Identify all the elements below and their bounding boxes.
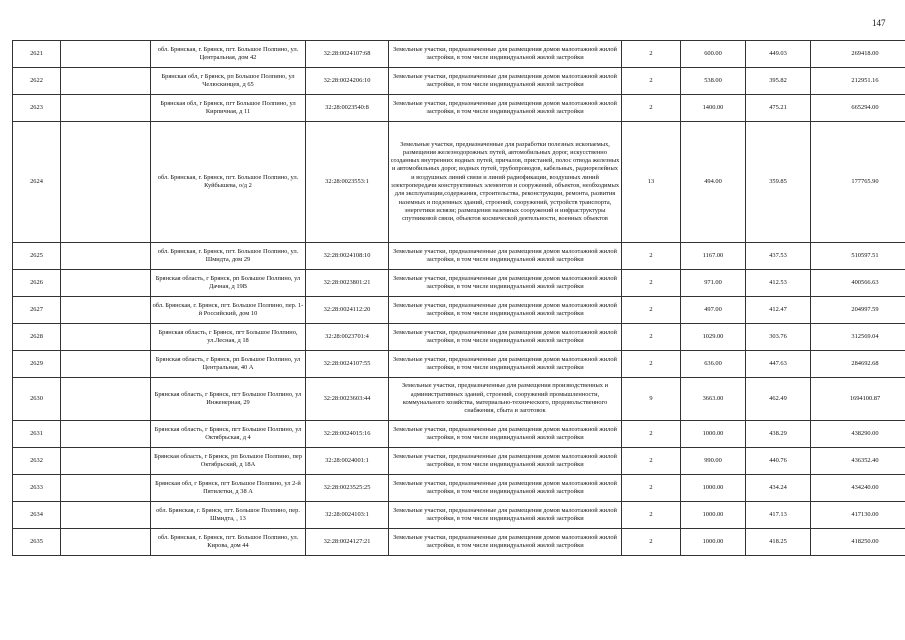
address-cell: Брянская обл, г Брянск, пгт Большое Полпино, ул Кирпичная, д 11 [151, 95, 306, 122]
cadastral-number-cell: 32:28:0024103:1 [306, 502, 389, 529]
address-cell: Брянская область, г Брянск, пгт Большое Полпино, ул.Лесная, д 18 [151, 324, 306, 351]
specific-value-cell: 412.53 [746, 270, 811, 297]
specific-value-cell: 447.63 [746, 351, 811, 378]
address-cell: обл. Брянская, г. Брянск, пгт. Большое Полпино, ул. Шмидта, дом 29 [151, 243, 306, 270]
land-class-cell: 2 [622, 421, 681, 448]
table-row [13, 378, 905, 421]
table-row [13, 297, 905, 324]
table-row [13, 421, 905, 448]
empty-cell [61, 243, 151, 270]
address-cell: Брянская область, г Брянск, рп Большое Полпино, ул Дачная, д 19В [151, 270, 306, 297]
row-number-cell: 2626 [13, 270, 61, 297]
address-cell: Брянская обл, г Брянск, рп Большое Полпино, ул Челюскинцев, д 65 [151, 68, 306, 95]
row-number-cell: 2634 [13, 502, 61, 529]
land-class-cell: 2 [622, 351, 681, 378]
cadastral-value-cell: 204997.59 [811, 297, 905, 324]
area-cell: 538.00 [681, 68, 746, 95]
cadastral-number-cell: 32:28:0023603:44 [306, 378, 389, 421]
specific-value-cell: 462.49 [746, 378, 811, 421]
land-class-cell: 2 [622, 270, 681, 297]
land-class-cell: 2 [622, 529, 681, 556]
table-row [13, 41, 905, 68]
cadastral-number-cell: 32:28:0024015:16 [306, 421, 389, 448]
address-cell: обл. Брянская, г. Брянск, пгт. Большое Полпино, пер. Шмидта, , 13 [151, 502, 306, 529]
cadastral-value-cell: 434240.00 [811, 475, 905, 502]
empty-cell [61, 448, 151, 475]
land-use-cell: Земельные участки, предназначенные для размещения домов малоэтажной жилой застройки, в том числе индивидуальной жилой застройки [389, 351, 622, 378]
cadastral-number-cell: 32:28:0024112:20 [306, 297, 389, 324]
land-use-cell: Земельные участки, предназначенные для размещения домов малоэтажной жилой застройки, в том числе индивидуальной жилой застройки [389, 297, 622, 324]
empty-cell [61, 122, 151, 243]
cadastral-number-cell: 32:28:0024107:55 [306, 351, 389, 378]
address-cell: обл. Брянская, г. Брянск, пгт. Большое Полпино, ул. Куйбышева, о/д 2 [151, 122, 306, 243]
land-class-cell: 2 [622, 324, 681, 351]
land-class-cell: 2 [622, 502, 681, 529]
table-row [13, 68, 905, 95]
empty-cell [61, 68, 151, 95]
table-row [13, 351, 905, 378]
specific-value-cell: 475.21 [746, 95, 811, 122]
cadastral-value-cell: 284692.68 [811, 351, 905, 378]
row-number-cell: 2631 [13, 421, 61, 448]
row-number-cell: 2628 [13, 324, 61, 351]
address-cell: Брянская область, г Брянск, пгт Большое Полпино, ул Инженерная, 29 [151, 378, 306, 421]
land-class-cell: 2 [622, 243, 681, 270]
cadastral-value-cell: 438290.00 [811, 421, 905, 448]
table-row [13, 529, 905, 556]
row-number-cell: 2632 [13, 448, 61, 475]
area-cell: 3663.00 [681, 378, 746, 421]
area-cell: 1029.00 [681, 324, 746, 351]
cadastral-value-cell: 400566.63 [811, 270, 905, 297]
land-class-cell: 9 [622, 378, 681, 421]
cadastral-number-cell: 32:28:0024107:68 [306, 41, 389, 68]
table-body [13, 41, 905, 556]
empty-cell [61, 502, 151, 529]
area-cell: 1167.00 [681, 243, 746, 270]
land-use-cell: Земельные участки, предназначенные для размещения домов малоэтажной жилой застройки, в том числе индивидуальной жилой застройки [389, 324, 622, 351]
table-row [13, 122, 905, 243]
row-number-cell: 2623 [13, 95, 61, 122]
row-number-cell: 2621 [13, 41, 61, 68]
area-cell: 990.00 [681, 448, 746, 475]
empty-cell [61, 529, 151, 556]
land-use-cell: Земельные участки, предназначенные для разработки полезных ископаемых, размещения железнодорожных путей, автомобильных дорог, искусственно созданных внутренних водных путей, причалов, пристаней, полос отвода железных и автомобильных дорог, водных путей, трубопроводов, кабельных, радиорелейных и воздушных линий связи и линий радиофикации, воздушных линий электропередачи конструктивных элементов и сооружений, объектов, необходимых для эксплуатации,содержания, строительства, реконструкции, ремонта, развития наземных и подземных зданий, строений, сооружений, устройств транспорта, энергетики исвязи; размещения наземных сооружений и инфраструктуры спутниковой связи, объектов космической деятельности, военных объектов [389, 122, 622, 243]
specific-value-cell: 438.29 [746, 421, 811, 448]
cadastral-value-cell: 665294.00 [811, 95, 905, 122]
page-number: 147 [872, 18, 886, 28]
empty-cell [61, 324, 151, 351]
address-cell: Брянская область, г Брянск, рп Большое Полпино, ул Центральная, 40 А [151, 351, 306, 378]
table-row [13, 95, 905, 122]
land-use-cell: Земельные участки, предназначенные для размещения домов малоэтажной жилой застройки, в том числе индивидуальной жилой застройки [389, 421, 622, 448]
address-cell: Брянская область, г Брянск, пгт Большое Полпино, ул Октябрьская, д 4 [151, 421, 306, 448]
empty-cell [61, 95, 151, 122]
specific-value-cell: 303.76 [746, 324, 811, 351]
land-use-cell: Земельные участки, предназначенные для размещения домов малоэтажной жилой застройки, в том числе индивидуальной жилой застройки [389, 270, 622, 297]
cadastral-value-cell: 312569.04 [811, 324, 905, 351]
specific-value-cell: 440.76 [746, 448, 811, 475]
empty-cell [61, 351, 151, 378]
land-class-cell: 2 [622, 448, 681, 475]
empty-cell [61, 41, 151, 68]
area-cell: 1000.00 [681, 421, 746, 448]
cadastral-number-cell: 32:28:0023701:4 [306, 324, 389, 351]
empty-cell [61, 297, 151, 324]
address-cell: Брянская обл, г Брянск, пгт Большое Полпино, ул 2-й Пятилетки, д 38 А [151, 475, 306, 502]
specific-value-cell: 418.25 [746, 529, 811, 556]
cadastral-value-table [12, 40, 905, 556]
specific-value-cell: 417.13 [746, 502, 811, 529]
row-number-cell: 2625 [13, 243, 61, 270]
address-cell: обл. Брянская, г. Брянск, пгт. Большое Полпино, ул. Кирова, дом 44 [151, 529, 306, 556]
land-use-cell: Земельные участки, предназначенные для размещения домов малоэтажной жилой застройки, в том числе индивидуальной жилой застройки [389, 502, 622, 529]
specific-value-cell: 395.82 [746, 68, 811, 95]
land-class-cell: 13 [622, 122, 681, 243]
empty-cell [61, 270, 151, 297]
area-cell: 1400.00 [681, 95, 746, 122]
land-use-cell: Земельные участки, предназначенные для размещения домов малоэтажной жилой застройки, в том числе индивидуальной жилой застройки [389, 95, 622, 122]
table-row [13, 475, 905, 502]
cadastral-number-cell: 32:28:0023540:8 [306, 95, 389, 122]
table-row [13, 243, 905, 270]
land-use-cell: Земельные участки, предназначенные для размещения домов малоэтажной жилой застройки, в том числе индивидуальной жилой застройки [389, 41, 622, 68]
empty-cell [61, 475, 151, 502]
area-cell: 494.00 [681, 122, 746, 243]
cadastral-value-cell: 269418.00 [811, 41, 905, 68]
table-row [13, 448, 905, 475]
land-class-cell: 2 [622, 68, 681, 95]
land-class-cell: 2 [622, 95, 681, 122]
land-use-cell: Земельные участки, предназначенные для размещения домов малоэтажной жилой застройки, в том числе индивидуальной жилой застройки [389, 529, 622, 556]
cadastral-number-cell: 32:28:0023801:21 [306, 270, 389, 297]
land-use-cell: Земельные участки, предназначенные для размещения домов малоэтажной жилой застройки, в том числе индивидуальной жилой застройки [389, 68, 622, 95]
table-row [13, 324, 905, 351]
area-cell: 1000.00 [681, 529, 746, 556]
cadastral-value-cell: 177765.90 [811, 122, 905, 243]
area-cell: 1000.00 [681, 502, 746, 529]
area-cell: 600.00 [681, 41, 746, 68]
area-cell: 497.00 [681, 297, 746, 324]
area-cell: 1000.00 [681, 475, 746, 502]
address-cell: обл. Брянская, г. Брянск, пгт. Большое Полпино, пер. 1-й Российский, дом 10 [151, 297, 306, 324]
address-cell: обл. Брянская, г. Брянск, пгт. Большое Полпино, ул. Центральная, дом 42 [151, 41, 306, 68]
table-row [13, 270, 905, 297]
address-cell: Брянская область, г Брянск, рп Большое Полпино, пер Октябрьский, д 18А [151, 448, 306, 475]
land-class-cell: 2 [622, 41, 681, 68]
cadastral-value-cell: 1694100.87 [811, 378, 905, 421]
cadastral-value-cell: 418250.00 [811, 529, 905, 556]
land-class-cell: 2 [622, 475, 681, 502]
land-class-cell: 2 [622, 297, 681, 324]
cadastral-value-cell: 436352.40 [811, 448, 905, 475]
row-number-cell: 2622 [13, 68, 61, 95]
empty-cell [61, 378, 151, 421]
land-use-cell: Земельные участки, предназначенные для размещения производственных и административных зданий, строений, сооружений промышленности, коммунального хозяйства, материально-технического, продовольственного снабжения, сбыта и заготовок [389, 378, 622, 421]
row-number-cell: 2629 [13, 351, 61, 378]
land-use-cell: Земельные участки, предназначенные для размещения домов малоэтажной жилой застройки, в том числе индивидуальной жилой застройки [389, 243, 622, 270]
cadastral-number-cell: 32:28:0024206:10 [306, 68, 389, 95]
row-number-cell: 2630 [13, 378, 61, 421]
row-number-cell: 2633 [13, 475, 61, 502]
area-cell: 971.00 [681, 270, 746, 297]
cadastral-number-cell: 32:28:0023525:25 [306, 475, 389, 502]
specific-value-cell: 359.85 [746, 122, 811, 243]
specific-value-cell: 437.53 [746, 243, 811, 270]
cadastral-number-cell: 32:28:0024001:1 [306, 448, 389, 475]
table-row [13, 502, 905, 529]
land-use-cell: Земельные участки, предназначенные для размещения домов малоэтажной жилой застройки, в том числе индивидуальной жилой застройки [389, 448, 622, 475]
cadastral-value-cell: 510597.51 [811, 243, 905, 270]
cadastral-number-cell: 32:28:0023553:1 [306, 122, 389, 243]
specific-value-cell: 412.47 [746, 297, 811, 324]
cadastral-number-cell: 32:28:0024108:10 [306, 243, 389, 270]
row-number-cell: 2635 [13, 529, 61, 556]
row-number-cell: 2624 [13, 122, 61, 243]
cadastral-value-cell: 212951.16 [811, 68, 905, 95]
area-cell: 636.00 [681, 351, 746, 378]
specific-value-cell: 434.24 [746, 475, 811, 502]
empty-cell [61, 421, 151, 448]
cadastral-value-cell: 417130.00 [811, 502, 905, 529]
cadastral-number-cell: 32:28:0024127:21 [306, 529, 389, 556]
land-use-cell: Земельные участки, предназначенные для размещения домов малоэтажной жилой застройки, в том числе индивидуальной жилой застройки [389, 475, 622, 502]
row-number-cell: 2627 [13, 297, 61, 324]
specific-value-cell: 449.03 [746, 41, 811, 68]
